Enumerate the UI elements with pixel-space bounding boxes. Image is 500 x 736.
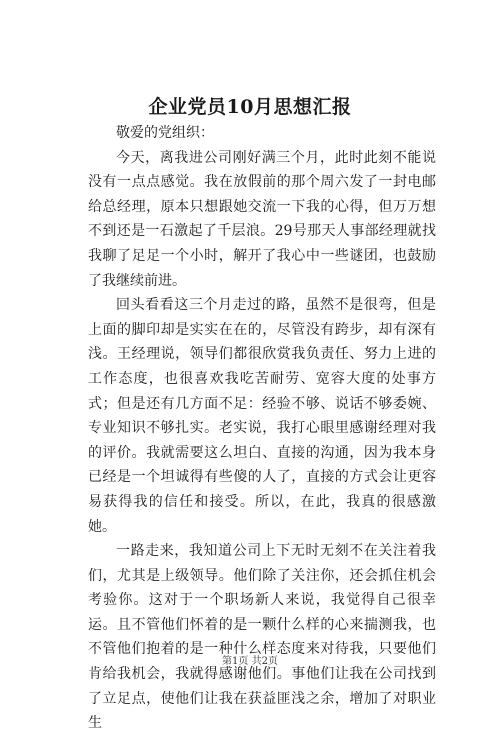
paragraph: 今天，离我进公司刚好满三个月，此时此刻不能说没有一点点感觉。我在放假前的那个周六发了一封电邮给总经理，原本只想跟她交流一下我的心得，但万万想不到还是一石激起了千层浪。29号那天人事部经理就找我聊了足足一个小时，解开了我心中一些谜团，也鼓励了我继续前进。 bbox=[88, 149, 436, 289]
salutation: 敬爱的党组织： bbox=[116, 125, 214, 141]
paragraph: 一路走来，我知道公司上下无时无刻不在关注着我们，尤其是上级领导。他们除了关注你，还会抓住机会考验你。这对于一个职场新人来说，我觉得自己很幸运。且不管他们怀着的是一颗什么样的心来揣测我，也不管他们抱着的是一种什么样态度来对待我，只要他们肯给我机会，我就得感谢他们。事他们让我在公司找到了立足点，使他们让我在获益匪浅之余，增加了对职业生 bbox=[88, 543, 436, 732]
page-footer: 第1页 共2页 bbox=[222, 656, 278, 667]
page-title: 企业党员10月思想汇报 bbox=[148, 96, 352, 118]
document-body bbox=[88, 121, 436, 736]
paragraph: 回头看看这三个月走过的路，虽然不是很弯，但是上面的脚印却是实实在在的，尽管没有跨步，却有深有浅。王经理说，领导们都很欣赏我负责任、努力上进的工作态度，也很喜欢我吃苦耐劳、宽容大度的处事方式；但是还有几方面不足：经验不够、说话不够委婉、专业知识不够扎实。老实说，我打心眼里感谢经理对我的评价。我就需要这么坦白、直接的沟通，因为我本身已经是一个坦诚得有些傻的人了，直接的方式会让更容易获得我的信任和接受。所以，在此，我真的很感激她。 bbox=[88, 297, 436, 535]
